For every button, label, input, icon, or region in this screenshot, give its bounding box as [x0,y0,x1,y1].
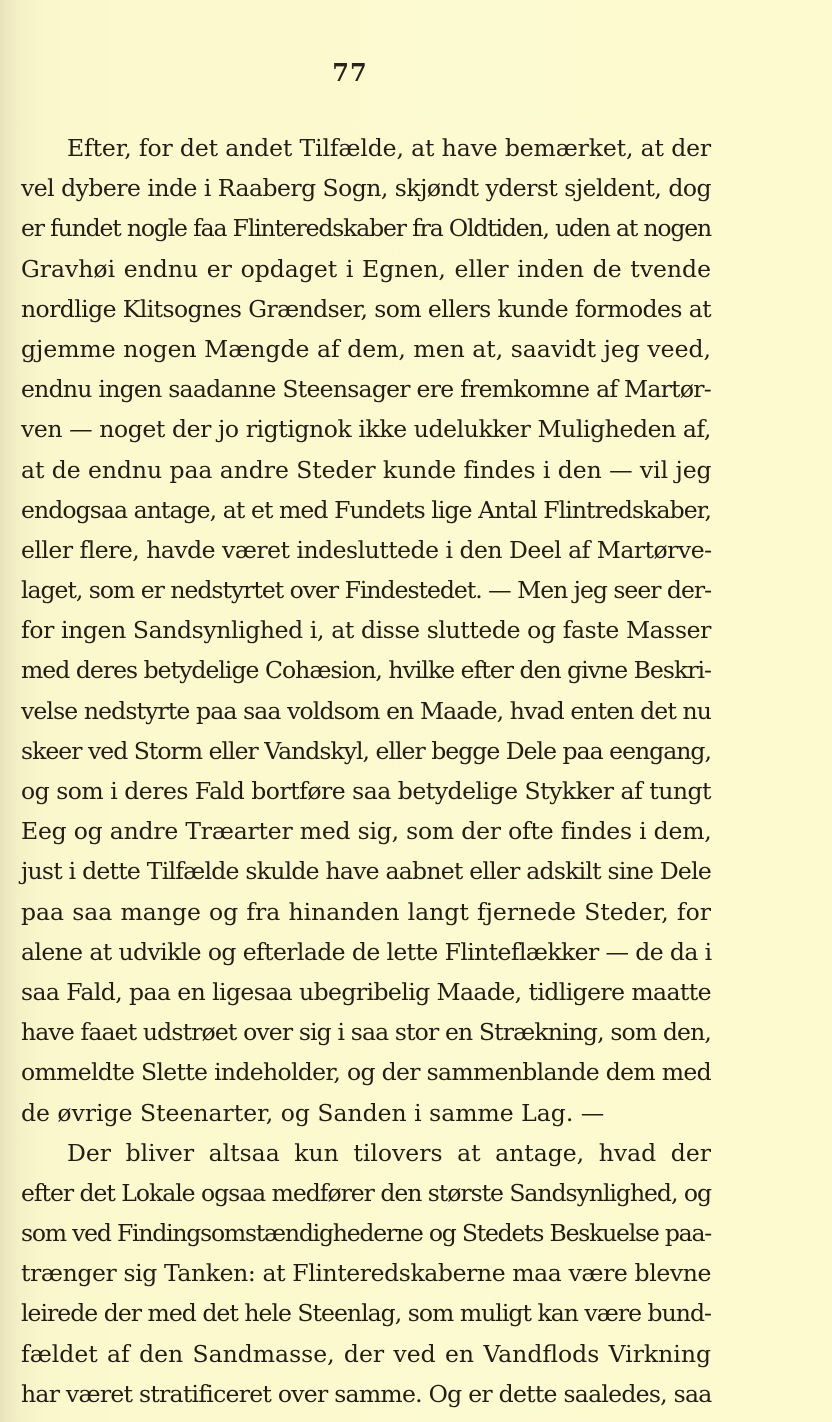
text-line: gjemme nogen Mængde af dem, men at, saavidt jeg veed, [21,334,711,363]
text-line: endogsaa antage, at et med Fundets lige Antal Flintredskaber, [21,495,711,524]
text-line: og som i deres Fald bortføre saa betydelige Stykker af tungt [21,777,711,805]
text-line: at de endnu paa andre Steder kunde findes i den — vil jeg [21,455,712,484]
text-line: just i dette Tilfælde skulde have aabnet eller adskilt sine Dele [21,857,711,886]
text-line: Gravhøi endnu er opdaget i Egnen, eller inden de tvende [21,254,711,283]
text-line: med deres betydelige Cohæsion, hvilke efter den givne Beskri- [21,656,711,685]
text-line: saa Fald, paa en ligesaa ubegribelig Maade, tidligere maatte [21,977,711,1006]
text-line: nordlige Klitsognes Grændser, som ellers kunde formodes at [21,294,711,323]
text-line: leirede der med det hele Steenlag, som muligt kan være bund- [21,1299,711,1328]
text-line: ommeldte Slette indeholder, og der sammenblande dem med [21,1058,711,1087]
text-line: som ved Findingsomstændighederne og Stedets Beskuelse paa- [21,1219,711,1248]
text-line: Efter, for det andet Tilfælde, at have bemærket, at der [67,134,711,162]
text-line: have faaet udstrøet over sig i saa stor en Strækning, som den, [21,1018,711,1047]
text-line: er fundet nogle faa Flinteredskaber fra Oldtiden, uden at nogen [21,214,711,243]
text-line: Eeg og andre Træarter med sig, som der ofte findes i dem, [21,817,712,846]
body-text [21,128,711,1414]
page-number: 77 [332,58,368,87]
text-line: har været stratificeret over samme. Og er dette saaledes, saa [21,1379,712,1408]
text-line: de øvrige Steenarter, og Sanden i samme Lag. — [21,1098,605,1127]
text-line: efter det Lokale ogsaa medfører den største Sandsynlighed, og [21,1178,711,1207]
text-line: endnu ingen saadanne Steensager ere fremkomne af Martør- [21,375,711,404]
text-line: skeer ved Storm eller Vandskyl, eller begge Dele paa eengang, [21,736,711,765]
text-line: vel dybere inde i Raaberg Sogn, skjøndt yderst sjeldent, dog [21,174,712,203]
text-line: ven — noget der jo rigtignok ikke udelukker Muligheden af, [21,415,711,444]
text-line: eller flere, havde været indesluttede i den Deel af Martørve- [21,535,712,564]
text-line: velse nedstyrte paa saa voldsom en Maade, hvad enten det nu [21,696,711,725]
text-line: laget, som er nedstyrtet over Findestedet. — Men jeg seer der- [21,576,711,605]
text-line: fældet af den Sandmasse, der ved en Vandflods Virkning [21,1339,711,1368]
text-line: paa saa mange og fra hinanden langt fjernede Steder, for [21,897,711,926]
text-line: trænger sig Tanken: at Flinteredskaberne maa være blevne [21,1259,711,1288]
text-line: Der bliver altsaa kun tilovers at antage, hvad der [67,1138,711,1167]
text-line: alene at udvikle og efterlade de lette Flinteflækker — de da i [21,937,712,966]
text-line: for ingen Sandsynlighed i, at disse sluttede og faste Masser [21,616,711,645]
